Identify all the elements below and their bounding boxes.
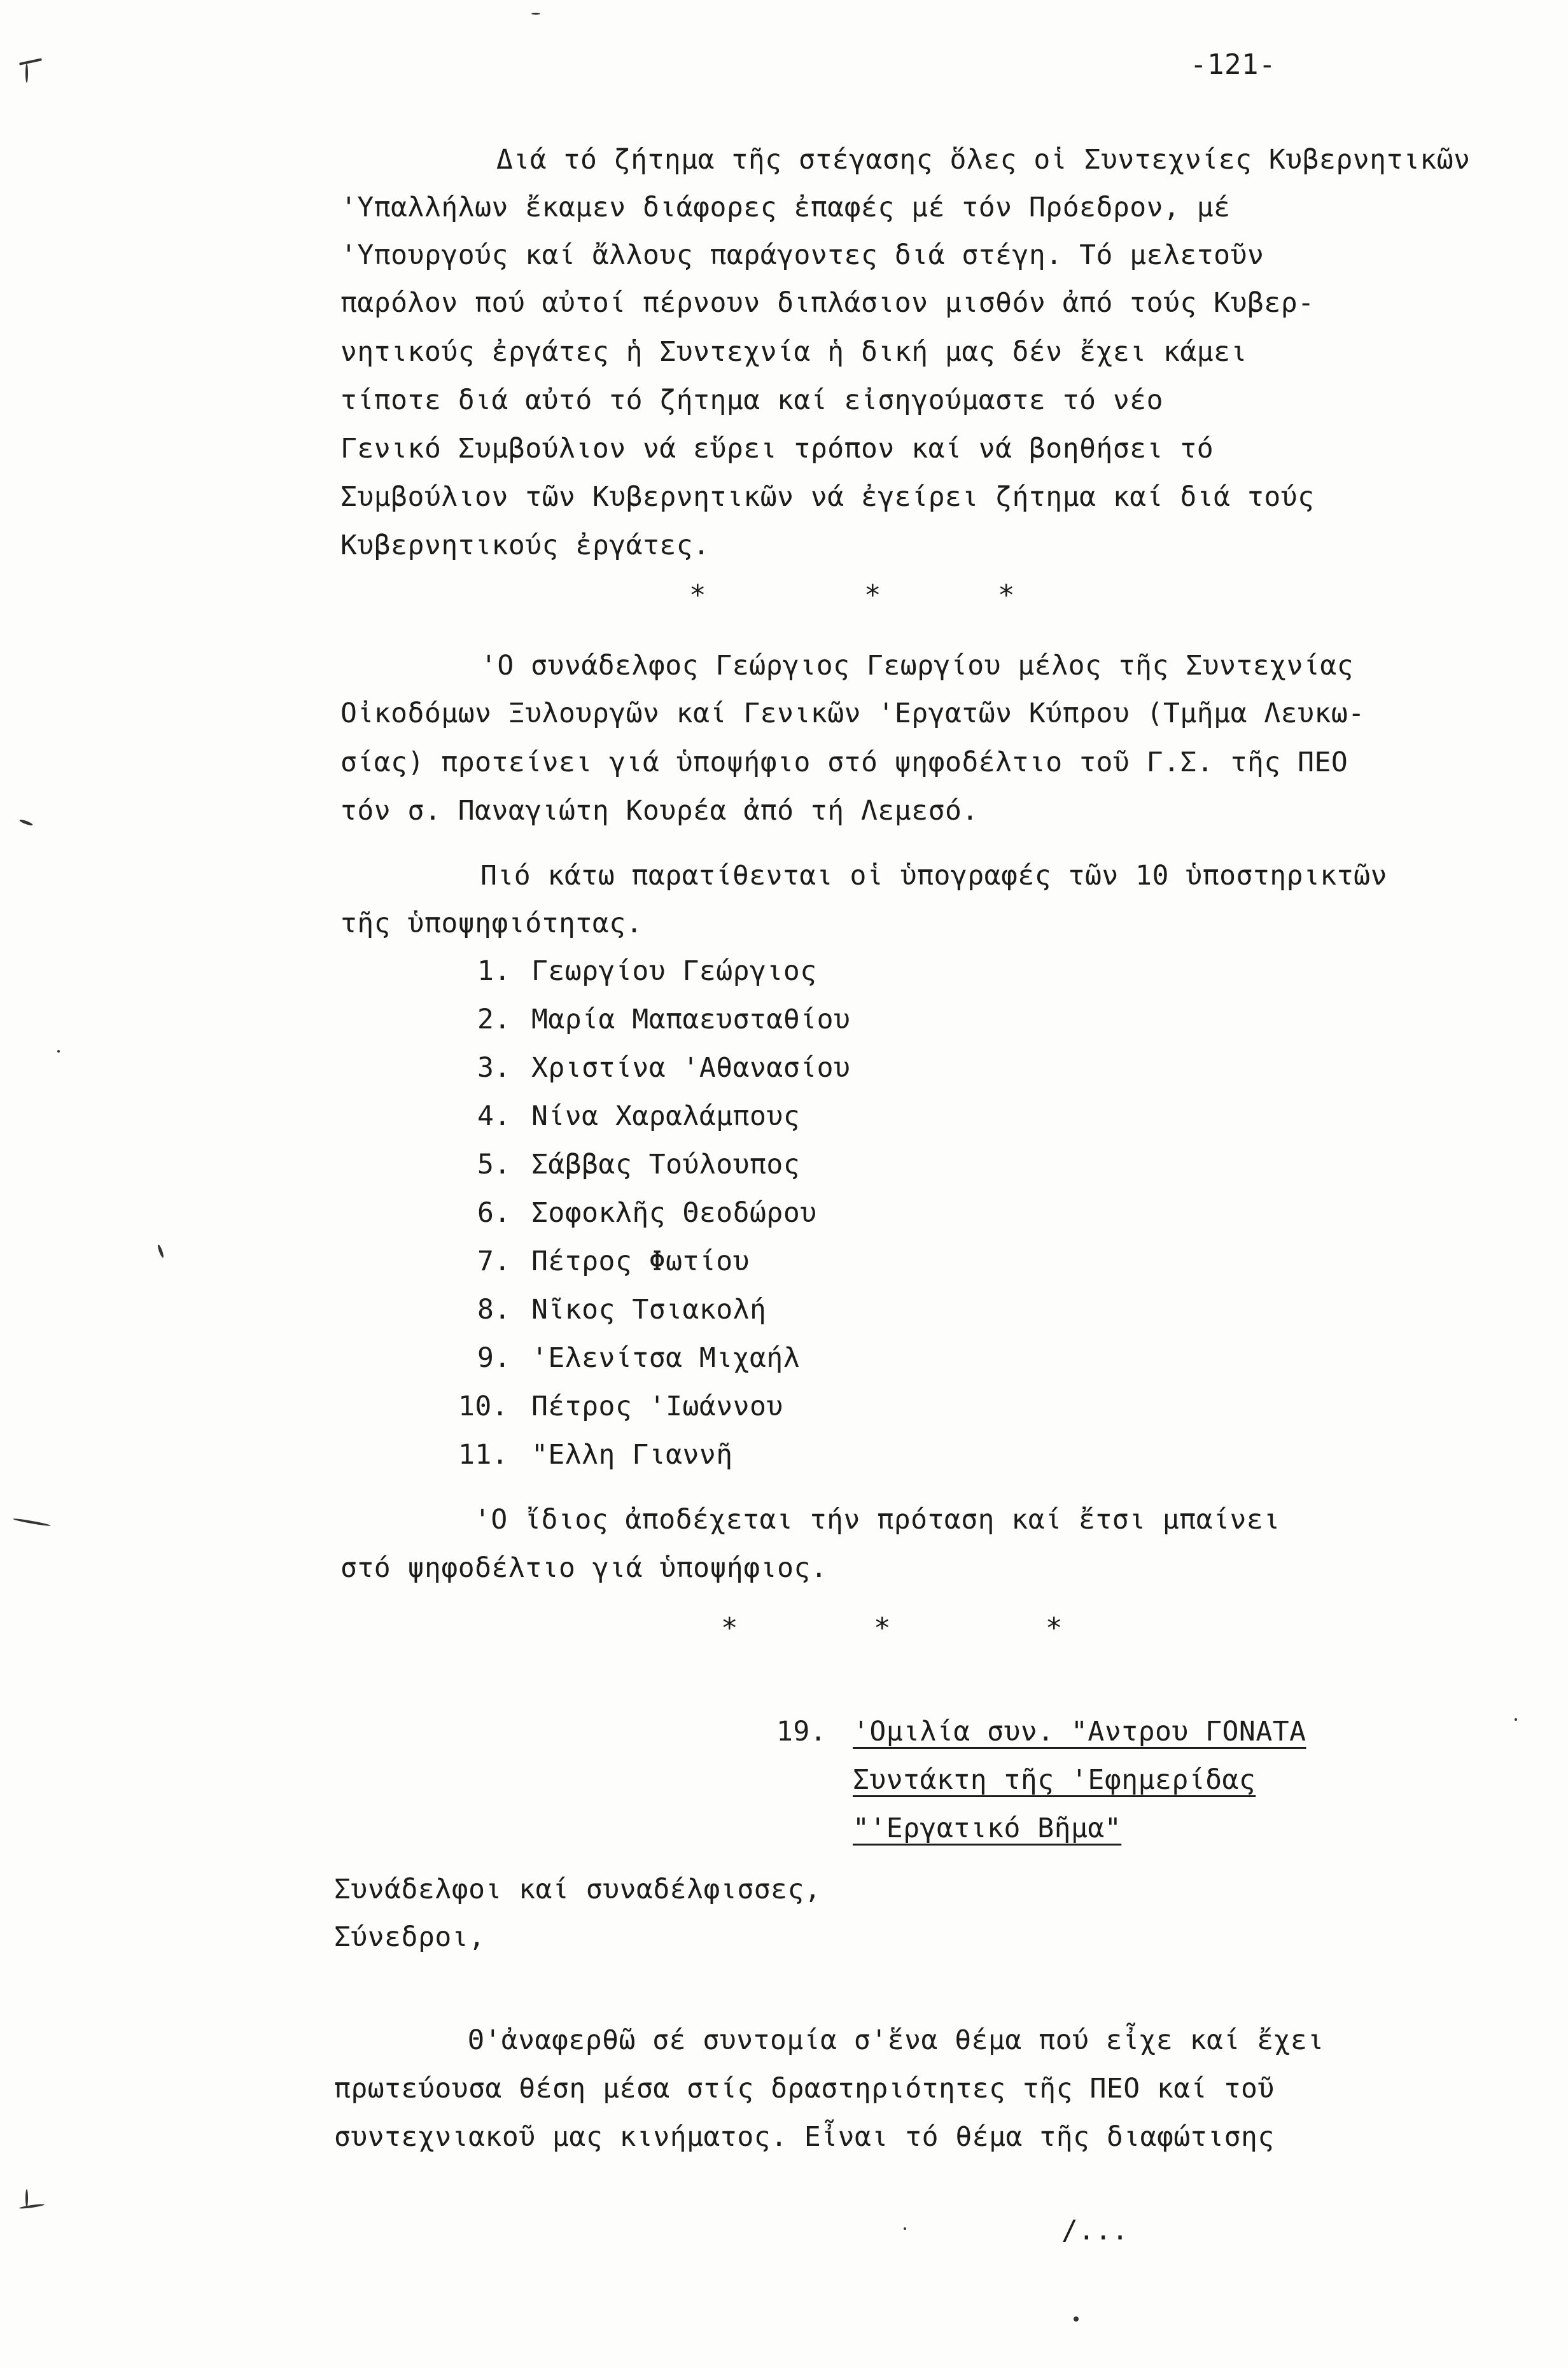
- text-line: νητικούς ἐργάτες ἡ Συντεχνία ἡ δική μας δέν ἔχει κάμει: [340, 336, 1247, 368]
- list-name: "Ελλη Γιαννῆ: [531, 1439, 733, 1471]
- section-title-line: 'Ομιλία συν. "Αντρου ΓΟΝΑΤΑ: [853, 1716, 1306, 1748]
- text-line: παρόλον πού αὐτοί πέρνουν διπλάσιον μισθόν ἀπό τούς Κυβερ-: [340, 287, 1315, 319]
- list-number: 5.: [477, 1149, 511, 1180]
- text-line: πρωτεύουσα θέση μέσα στίς δραστηριότητες τῆς ΠΕΟ καί τοῦ: [334, 2073, 1275, 2105]
- list-number: 9.: [477, 1342, 511, 1374]
- list-number: 7.: [477, 1245, 511, 1277]
- section-number: 19.: [776, 1716, 827, 1748]
- text-line: 'Υπουργούς καί ἄλλους παράγοντες διά στέγη. Τό μελετοῦν: [340, 239, 1264, 271]
- star: *: [998, 579, 1015, 612]
- text-line: σίας) προτείνει γιά ὑποψήφιο στό ψηφοδέλτιο τοῦ Γ.Σ. τῆς ΠΕΟ: [340, 746, 1348, 778]
- list-name: Σοφοκλῆς Θεοδώρου: [531, 1197, 817, 1229]
- star: *: [874, 1612, 891, 1644]
- scan-mark: [57, 1050, 60, 1053]
- text-line: συντεχνιακοῦ μας κινήματος. Εἶναι τό θέμα τῆς διαφώτισης: [334, 2121, 1275, 2153]
- list-name: Νίνα Χαραλάμπους: [531, 1100, 801, 1132]
- scan-mark: [19, 818, 33, 826]
- continuation-mark: /...: [1061, 2215, 1129, 2246]
- text-line: 'Ο συνάδελφος Γεώργιος Γεωργίου μέλος τῆς Συντεχνίας: [480, 650, 1354, 682]
- list-number: 6.: [477, 1197, 511, 1229]
- text-line: Πιό κάτω παρατίθενται οἱ ὑπογραφές τῶν 10 ὑποστηρικτῶν: [480, 860, 1387, 892]
- text-line: 'Ο ἴδιος ἀποδέχεται τήν πρόταση καί ἔτσι μπαίνει: [474, 1504, 1280, 1536]
- text-line: τόν σ. Παναγιώτη Κουρέα ἀπό τή Λεμεσό.: [340, 795, 979, 827]
- scan-mark: [1515, 1718, 1517, 1721]
- star: *: [689, 579, 706, 612]
- list-number: 8.: [477, 1294, 511, 1326]
- star: *: [721, 1612, 738, 1644]
- page-number: -121-: [1190, 48, 1276, 81]
- list-name: Σάββας Τούλουπος: [531, 1149, 801, 1180]
- scan-mark: [19, 58, 42, 65]
- list-name: 'Ελενίτσα Μιχαήλ: [531, 1342, 801, 1374]
- scan-mark: [904, 2227, 906, 2230]
- list-number: 3.: [477, 1052, 511, 1084]
- text-line: Γενικό Συμβούλιον νά εὕρει τρόπον καί νά βοηθήσει τό: [340, 433, 1214, 465]
- scan-mark: [25, 64, 28, 83]
- list-name: Νῖκος Τσιακολή: [531, 1294, 767, 1326]
- text-line: Οἰκοδόμων Ξυλουργῶν καί Γενικῶν 'Εργατῶν Κύπρου (Τμῆμα Λευκω-: [340, 697, 1365, 729]
- list-number: 2.: [477, 1004, 511, 1035]
- list-number: 10.: [458, 1391, 509, 1422]
- list-name: Πέτρος Φωτίου: [531, 1245, 750, 1277]
- section-title-line: Συντάκτη τῆς 'Εφημερίδας: [853, 1764, 1256, 1796]
- text-line: στό ψηφοδέλτιο γιά ὑποψήφιος.: [340, 1552, 828, 1584]
- list-number: 11.: [458, 1439, 509, 1471]
- list-number: 4.: [477, 1100, 511, 1132]
- text-line: Συμβούλιον τῶν Κυβερνητικῶν νά ἐγείρει ζήτημα καί διά τούς: [340, 481, 1315, 513]
- list-number: 1.: [477, 955, 511, 987]
- scan-mark: [19, 2203, 45, 2210]
- text-line: Κυβερνητικούς ἐργάτες.: [340, 529, 710, 561]
- section-title-line: "'Εργατικό Βῆμα": [853, 1812, 1122, 1844]
- text-line: τῆς ὑποψηφιότητας.: [340, 907, 643, 939]
- scan-mark: [1074, 2316, 1079, 2322]
- text-line: 'Υπαλλήλων ἔκαμεν διάφορες ἐπαφές μέ τόν Πρόεδρον, μέ: [340, 192, 1231, 223]
- scan-mark: [13, 1518, 51, 1527]
- list-name: Χριστίνα 'Αθανασίου: [531, 1052, 851, 1084]
- scan-mark: [25, 2189, 28, 2207]
- star: *: [864, 579, 881, 612]
- list-name: Μαρία Μαπαευσταθίου: [531, 1004, 851, 1035]
- star: *: [1046, 1612, 1063, 1644]
- text-line: Θ'ἀναφερθῶ σέ συντομία σ'ἕνα θέμα πού εἶχε καί ἔχει: [468, 2024, 1324, 2056]
- scan-mark: [531, 13, 540, 15]
- scan-mark: [157, 1244, 164, 1258]
- list-name: Γεωργίου Γεώργιος: [531, 955, 817, 987]
- text-line: τίποτε διά αὐτό τό ζήτημα καί εἰσηγούμαστε τό νέο: [340, 384, 1164, 416]
- list-name: Πέτρος 'Ιωάννου: [531, 1391, 783, 1422]
- text-line: Σύνεδροι,: [334, 1921, 486, 1953]
- text-line: Συνάδελφοι καί συναδέλφισσες,: [334, 1874, 822, 1905]
- text-line: Διά τό ζήτημα τῆς στέγασης ὅλες οἱ Συντεχνίες Κυβερνητικῶν: [496, 144, 1471, 176]
